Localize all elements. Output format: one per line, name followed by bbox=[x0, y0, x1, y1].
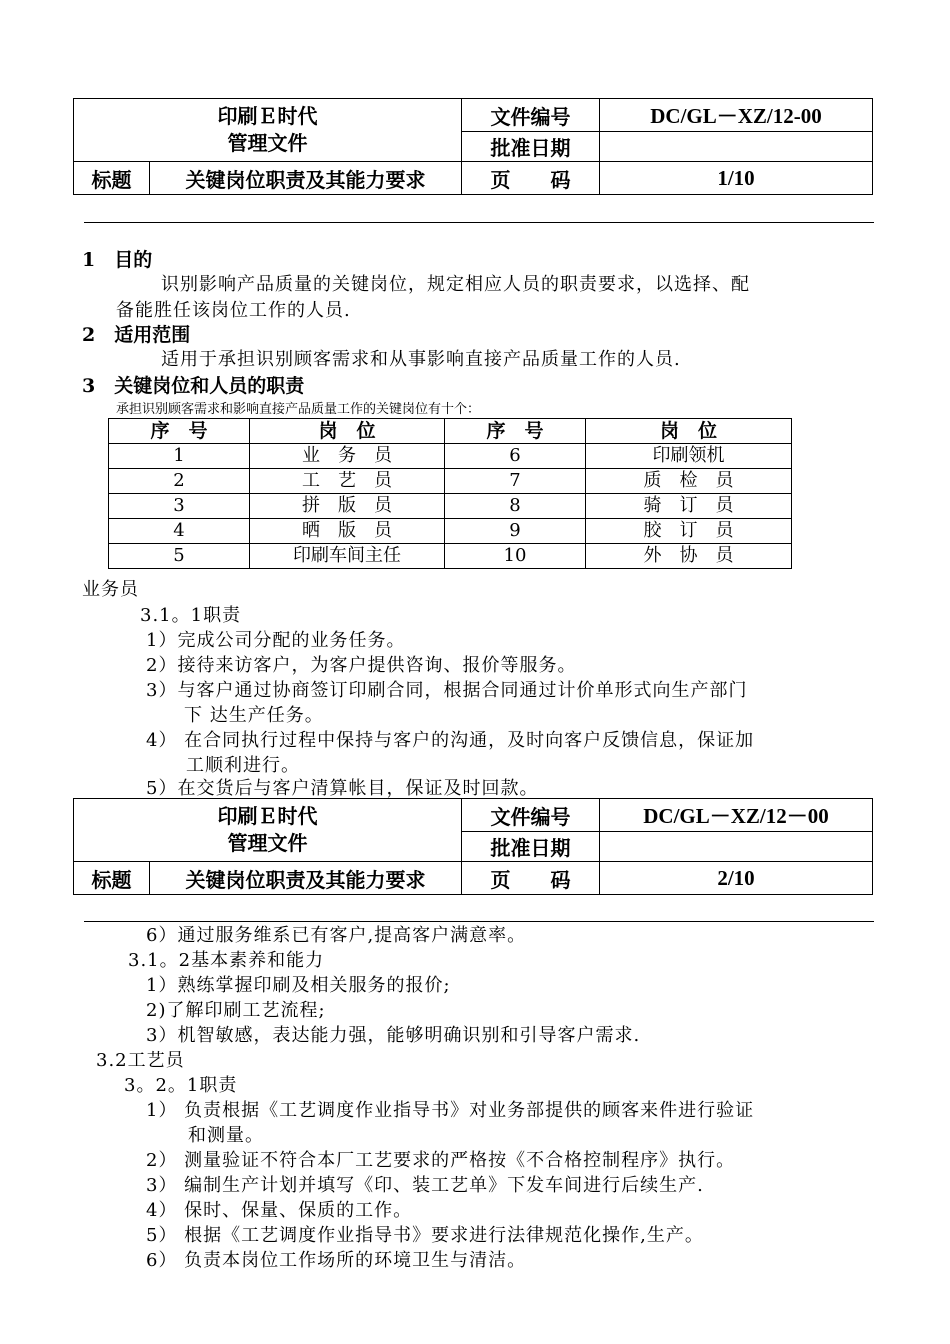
qualification-item: 1）熟练掌握印刷及相关服务的报价; bbox=[146, 975, 451, 996]
approval-date-label: 批准日期 bbox=[462, 132, 600, 162]
duty-item: 4） 保时、保量、保质的工作。 bbox=[146, 1200, 413, 1221]
page-label: 页 码 bbox=[462, 162, 600, 195]
role-heading-sales: 业务员 bbox=[82, 579, 139, 600]
col-header-position: 岗 位 bbox=[250, 419, 445, 444]
table-cell: 印刷领机 bbox=[586, 444, 792, 469]
scope-text: 适用于承担识别顾客需求和从事影响直接产品质量工作的人员. bbox=[161, 349, 681, 370]
header-title-cell bbox=[74, 799, 462, 862]
subject-label: 标题 bbox=[74, 162, 150, 195]
approval-date-label: 批准日期 bbox=[462, 832, 600, 862]
positions-note: 承担识别顾客需求和影响直接产品质量工作的关键岗位有十个： bbox=[116, 402, 481, 417]
table-cell: 印刷车间主任 bbox=[250, 544, 445, 569]
col-header-position: 岗 位 bbox=[586, 419, 792, 444]
duty-item: 1）完成公司分配的业务任务。 bbox=[146, 630, 406, 651]
duties-heading: 3。2。1职责 bbox=[124, 1075, 238, 1096]
table-cell: 质 检 员 bbox=[586, 469, 792, 494]
document-header-page2 bbox=[73, 798, 873, 895]
section-purpose-title: 1 目的 bbox=[82, 249, 153, 271]
approval-date-value bbox=[600, 832, 873, 862]
table-cell: 1 bbox=[109, 444, 250, 469]
table-cell: 外 协 员 bbox=[586, 544, 792, 569]
duty-item-continued: 工顺利进行。 bbox=[186, 755, 300, 776]
table-cell: 7 bbox=[445, 469, 586, 494]
duty-item-continued: 下 达生产任务。 bbox=[184, 705, 324, 726]
doc-number-label: 文件编号 bbox=[462, 799, 600, 832]
approval-date-value bbox=[600, 132, 873, 162]
table-row bbox=[109, 444, 792, 469]
table-cell: 5 bbox=[109, 544, 250, 569]
duty-item: 6） 负责本岗位工作场所的环境卫生与清洁。 bbox=[146, 1250, 527, 1271]
duty-item: 2） 测量验证不符合本厂工艺要求的严格按《不合格控制程序》执行。 bbox=[146, 1150, 736, 1171]
table-cell: 胶 订 员 bbox=[586, 519, 792, 544]
table-header-row bbox=[109, 419, 792, 444]
duty-item: 6）通过服务维系已有客户,提高客户满意率。 bbox=[146, 925, 527, 946]
page-number: 2/10 bbox=[600, 862, 873, 895]
table-cell: 2 bbox=[109, 469, 250, 494]
subject-value: 关键岗位职责及其能力要求 bbox=[150, 862, 462, 895]
duty-item-continued: 和测量。 bbox=[188, 1125, 264, 1146]
subject-label: 标题 bbox=[74, 862, 150, 895]
document-header-page1 bbox=[73, 98, 873, 195]
table-row bbox=[109, 519, 792, 544]
table-cell: 骑 订 员 bbox=[586, 494, 792, 519]
company-name: 印刷Ｅ时代 bbox=[217, 104, 318, 128]
table-cell: 3 bbox=[109, 494, 250, 519]
section-duties-title: 3 关键岗位和人员的职责 bbox=[82, 375, 305, 397]
duties-heading: 3.1。1职责 bbox=[140, 605, 242, 626]
table-cell: 拼 版 员 bbox=[250, 494, 445, 519]
duty-item: 4） 在合同执行过程中保持与客户的沟通，及时向客户反馈信息，保证加 bbox=[146, 730, 755, 751]
header-title-cell bbox=[74, 99, 462, 162]
table-cell: 9 bbox=[445, 519, 586, 544]
qualification-item: 3）机智敏感，表达能力强，能够明确识别和引导客户需求. bbox=[146, 1025, 641, 1046]
page-label: 页 码 bbox=[462, 862, 600, 895]
subject-value: 关键岗位职责及其能力要求 bbox=[150, 162, 462, 195]
table-cell: 4 bbox=[109, 519, 250, 544]
duty-item: 1） 负责根据《工艺调度作业指导书》对业务部提供的顾客来件进行验证 bbox=[146, 1100, 755, 1121]
duty-item: 5）在交货后与客户清算帐目，保证及时回款。 bbox=[146, 778, 539, 799]
document-type: 管理文件 bbox=[227, 131, 308, 155]
table-cell: 6 bbox=[445, 444, 586, 469]
duty-item: 5） 根据《工艺调度作业指导书》要求进行法律规范化操作,生产。 bbox=[146, 1225, 704, 1246]
qualifications-heading: 3.1。2基本素养和能力 bbox=[128, 950, 325, 971]
page-number: 1/10 bbox=[600, 162, 873, 195]
document-type: 管理文件 bbox=[227, 831, 308, 855]
table-row bbox=[109, 544, 792, 569]
table-cell: 工 艺 员 bbox=[250, 469, 445, 494]
duty-item: 2）接待来访客户，为客户提供咨询、报价等服务。 bbox=[146, 655, 577, 676]
qualification-item: 2)了解印刷工艺流程; bbox=[146, 1000, 326, 1021]
table-cell: 晒 版 员 bbox=[250, 519, 445, 544]
col-header-no: 序 号 bbox=[445, 419, 586, 444]
doc-number-value: DC/GL－XZ/12－00 bbox=[600, 799, 873, 832]
duty-item: 3） 编制生产计划并填写《印、装工艺单》下发车间进行后续生产. bbox=[146, 1175, 704, 1196]
section-scope-title: 2 适用范围 bbox=[82, 324, 191, 346]
doc-number-value: DC/GL－XZ/12-00 bbox=[600, 99, 873, 132]
company-name: 印刷Ｅ时代 bbox=[217, 804, 318, 828]
table-row bbox=[109, 494, 792, 519]
table-cell: 10 bbox=[445, 544, 586, 569]
table-cell: 8 bbox=[445, 494, 586, 519]
doc-number-label: 文件编号 bbox=[462, 99, 600, 132]
duty-item: 3）与客户通过协商签订印刷合同，根据合同通过计价单形式向生产部门 bbox=[146, 680, 748, 701]
purpose-text-line1: 识别影响产品质量的关键岗位，规定相应人员的职责要求，以选择、配 bbox=[161, 274, 750, 295]
purpose-text-line2: 备能胜任该岗位工作的人员. bbox=[116, 300, 351, 321]
role-heading-process: 3.2工艺员 bbox=[96, 1050, 185, 1071]
table-row bbox=[109, 469, 792, 494]
key-positions-table bbox=[108, 418, 792, 569]
col-header-no: 序 号 bbox=[109, 419, 250, 444]
header-divider bbox=[84, 222, 874, 223]
table-cell: 业 务 员 bbox=[250, 444, 445, 469]
